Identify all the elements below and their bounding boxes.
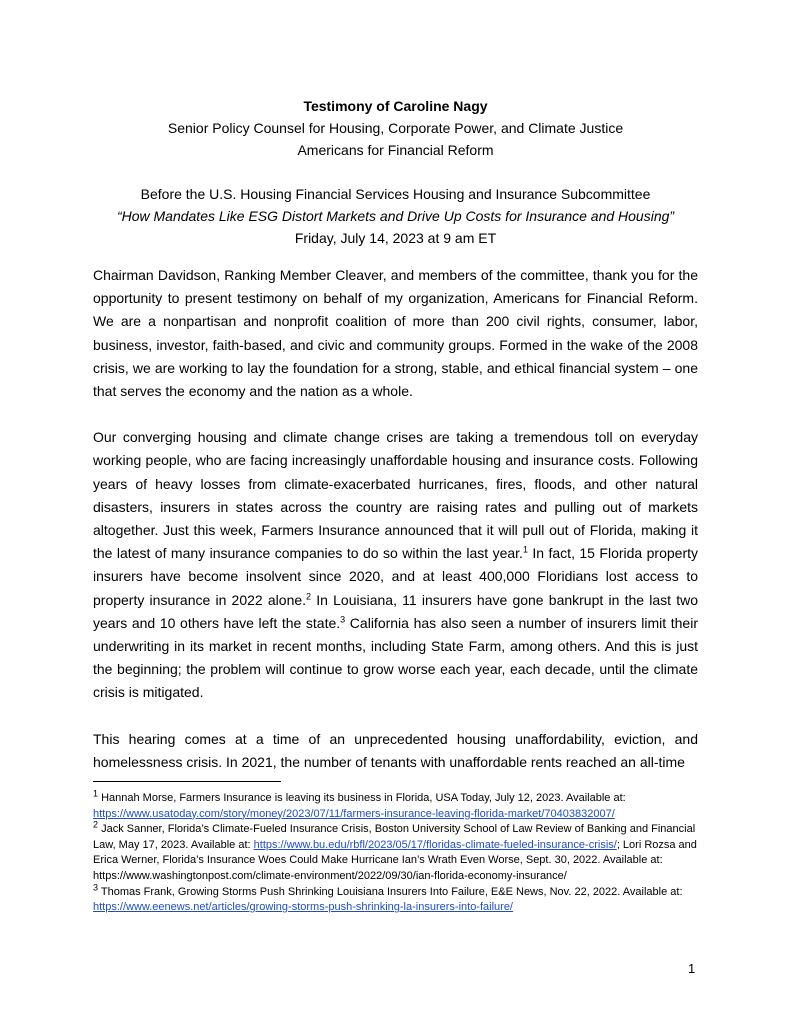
footnote-number: 3 (93, 881, 99, 892)
footnote-ref-2[interactable]: 2 (306, 590, 312, 601)
footnote-2 (93, 819, 703, 884)
hearing-date: Friday, July 14, 2023 at 9 am ET (294, 230, 497, 246)
paragraph-text: Our converging housing and climate change crises are taking a tremendous toll on everyday working people, who are facing increasingly unaffordable housing and insurance costs. Following years of heavy losses from climate-exacerbated hurricanes, fires, floods, and other natural disasters, insurers in states across the country are raising rates and pulling out of markets altogether. Just this week, Farmers Insurance announced that it will pull out of Florida, making it the latest of many insurance companies to do so within the last year. (93, 429, 698, 562)
paragraph-introduction: Chairman Davidson, Ranking Member Cleaver, and members of the committee, thank you for the opportunity to present testimony on behalf of my organization, Americans for Financial Reform. We are a nonpartisan and nonprofit coalition of more than 200 civil rights, consumer, labor, business, investor, faith-based, and civic and community groups. Formed in the wake of the 2008 crisis, we are working to lay the foundation for a strong, stable, and ethical financial system – one that serves the economy and the nation as a whole. (93, 267, 698, 400)
testimony-body (93, 264, 698, 774)
footnote-link[interactable]: https://www.bu.edu/rbfl/2023/05/17/floridas-climate-fueled-insurance-crisis/ (253, 838, 617, 851)
header-spacer (93, 161, 698, 183)
paragraph-text: California has also seen a number of insurers limit their underwriting in its market in recent months, including State Farm, among others. And this is just the beginning; the problem will continue to grow worse each year, each decade, until the climate crisis is mitigated. (93, 614, 698, 701)
paragraph-insurance-crisis (93, 426, 698, 704)
footnote-text: Thomas Frank, Growing Storms Push Shrinking Louisiana Insurers Into Failure, E&E News, Nov. 22, 2022. Available at: (98, 885, 683, 898)
footnote-3 (93, 881, 703, 916)
page-number: 1 (688, 961, 696, 976)
footnotes (93, 788, 703, 916)
paragraph-text: In fact, 15 Florida property insurers have become insolvent since 2020, and at least 400,000 Floridians lost access to property insurance in 2022 alone. (93, 545, 698, 608)
paragraph-text: In Louisiana, 11 insurers have gone bankrupt in the last two years and 10 others have left the state. (93, 591, 698, 631)
footnote-divider (93, 781, 281, 782)
footnote-ref-3[interactable]: 3 (340, 614, 346, 625)
hearing-title: “How Mandates Like ESG Distort Markets and Drive Up Costs for Insurance and Housing” (116, 208, 675, 224)
footnote-number: 2 (93, 819, 99, 830)
footnote-link[interactable]: https://www.eenews.net/articles/growing-storms-push-shrinking-la-insurers-into-failure/ (93, 901, 513, 914)
footnote-1 (93, 788, 703, 822)
witness-organization: Americans for Financial Reform (297, 142, 494, 158)
hearing-committee: Before the U.S. Housing Financial Services Housing and Insurance Subcommittee (140, 186, 651, 202)
footnote-ref-1[interactable]: 1 (522, 544, 528, 555)
footnote-number: 1 (93, 788, 99, 799)
footnote-link[interactable]: https://www.usatoday.com/story/money/2023/07/11/farmers-insurance-leaving-florida-market/70403832007/ (93, 807, 615, 820)
footnote-text: ; Lori Rozsa and Erica Werner, Florida’s Insurance Woes Could Make Hurricane Ian’s Wrath Even Worse, Sept. 30, 2022. Available at: https://www.washingtonpost.com/climate-environment/2022/09/30/ian-florida-economy-insurance/ (93, 838, 697, 882)
testimony-header (93, 95, 698, 249)
footnote-text: Hannah Morse, Farmers Insurance is leaving its business in Florida, USA Today, July 12, 2023. Available at: (98, 792, 626, 804)
witness-name: Testimony of Caroline Nagy (303, 98, 488, 114)
witness-position: Senior Policy Counsel for Housing, Corporate Power, and Climate Justice (167, 120, 624, 136)
footnote-text: Jack Sanner, Florida’s Climate-Fueled Insurance Crisis, Boston University School of Law Review of Banking and Financial Law, May 17, 2023. Available at: (93, 823, 696, 851)
paragraph-housing-crisis: This hearing comes at a time of an unprecedented housing unaffordability, eviction, and homelessness crisis. In 2021, the number of tenants with unaffordable rents reached an all-time (93, 730, 698, 770)
